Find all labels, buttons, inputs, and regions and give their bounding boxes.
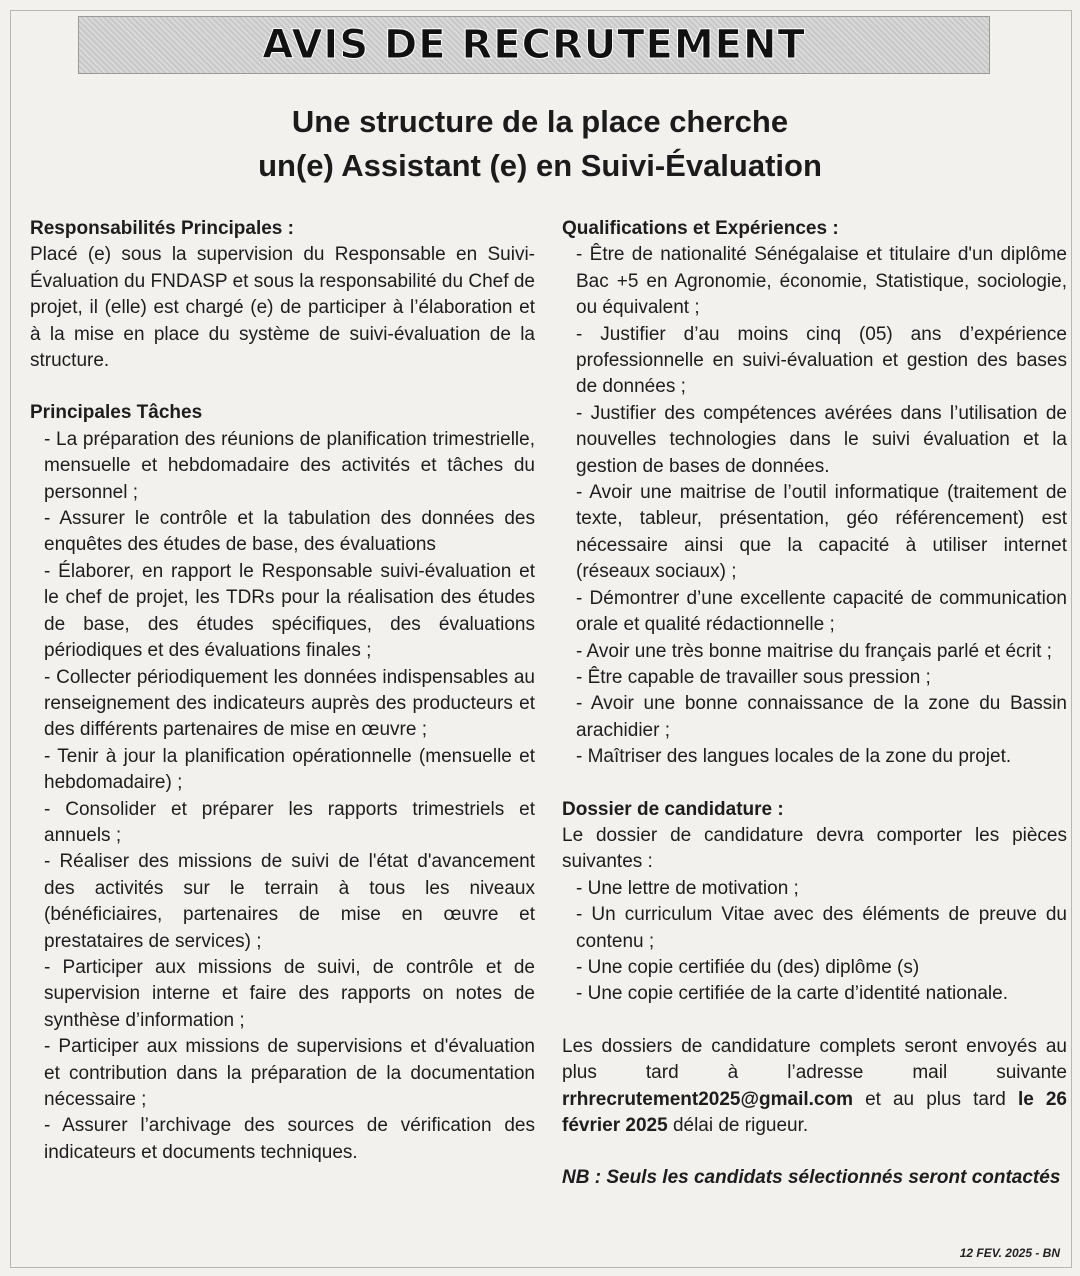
qualification-item: - Maîtriser des langues locales de la zone du projet. [576,746,1012,768]
qualification-item: - Justifier des compétences avérées dans l’utilisation de nouvelles technologies dans le suivi évaluation et la gestion de bases de données. [576,402,1067,477]
tache-item: - Consolider et préparer les rapports trimestriels et annuels ; [44,798,535,846]
subtitle-line1: Une structure de la place cherche [291,104,789,139]
envoi-paragraph [562,1034,1067,1140]
banner-title: AVIS DE RECRUTEMENT [262,22,806,68]
qualification-item: - Justifier d’au moins cinq (05) ans d’expérience professionnelle en suivi-évaluation et gestion des bases de données ; [576,323,1067,398]
qualification-item: - Avoir une très bonne maitrise du français parlé et écrit ; [576,640,1052,662]
dossier-heading: Dossier de candidature : [562,798,784,820]
banner [78,16,990,74]
taches-heading: Principales Tâches [30,402,203,424]
envoi-mid: et au plus tard [865,1088,1006,1110]
dossier-item: - Une copie certifiée de la carte d’identité nationale. [576,983,1008,1005]
tache-item: - Assurer l’archivage des sources de vérification des indicateurs et documents techniques. [44,1115,535,1163]
tache-item: - La préparation des réunions de planification trimestrielle, mensuelle et hebdomadaire des activités et tâches du personnel ; [44,428,535,503]
tache-item: - Participer aux missions de supervisions et d'évaluation et contribution dans la préparation de la documentation nécessaire ; [44,1036,535,1110]
qualification-item: - Démontrer d’une excellente capacité de communication orale et qualité rédactionnelle ; [576,587,1067,636]
nb-note: NB : Seuls les candidats sélectionnés seront contactés [562,1167,1061,1189]
envoi-end: délai de rigueur. [672,1115,809,1136]
qualification-item: - Avoir une maitrise de l’outil informatique (traitement de texte, tableur, présentation, géo référencement) est nécessaire ainsi que la capacité à utiliser internet (réseaux sociaux) ; [576,482,1067,583]
right-column [562,216,1067,1192]
email-address[interactable]: rrhrecrutement2025@gmail.com [562,1088,853,1110]
tache-item: - Élaborer, en rapport le Responsable suivi-évaluation et le chef de projet, les TDRs pour la réalisation des études de base, des études spécifiques, des évaluations périodiques et des évaluations finales ; [44,560,535,662]
dossier-item: - Un curriculum Vitae avec des éléments de preuve du contenu ; [576,904,1067,952]
qualification-item: - Être de nationalité Sénégalaise et titulaire d'un diplôme Bac +5 en Agronomie, économie, Statistique, sociologie, ou équivalent ; [576,244,1067,319]
tache-item: - Réaliser des missions de suivi de l'état d'avancement des activités sur le terrain à tous les niveaux (bénéficiaires, partenaires de mise en œuvre et prestataires de services) ; [44,851,535,952]
left-column [30,216,535,1166]
tache-item: - Assurer le contrôle et la tabulation des données des enquêtes des études de base, des évaluations [44,508,535,556]
tache-item: - Participer aux missions de suivi, de contrôle et de supervision interne et faire des rapports on notes de synthèse d’information ; [44,956,535,1031]
qualifications-heading: Qualifications et Expériences : [562,218,839,239]
footer-date: 12 FEV. 2025 - BN [959,1246,1060,1260]
dossier-item: - Une lettre de motivation ; [576,877,799,899]
dossier-item: - Une copie certifiée du (des) diplôme (s) [576,956,920,978]
qualification-item: - Être capable de travailler sous pression ; [576,666,931,688]
deadline: le 26 février 2025 [562,1088,1067,1136]
tache-item: - Collecter périodiquement les données indispensables au renseignement des indicateurs auprès des producteurs et des différents partenaires de mise en œuvre ; [44,666,535,741]
qualification-item: - Avoir une bonne connaissance de la zone du Bassin arachidier ; [576,693,1067,741]
tache-item: - Tenir à jour la planification opérationnelle (mensuelle et hebdomadaire) ; [44,745,535,794]
responsabilites-heading: Responsabilités Principales : [30,218,294,239]
dossier-intro: Le dossier de candidature devra comporter les pièces suivantes : [562,824,1067,873]
envoi-text: Les dossiers de candidature complets seront envoyés au plus tard à l’adresse mail suivante [562,1035,1067,1084]
subtitle-line2: un(e) Assistant (e) en Suivi-Évaluation [258,148,822,183]
responsabilites-text: Placé (e) sous la supervision du Responsable en Suivi-Évaluation du FNDASP et sous la responsabilité du Chef de projet, il (elle) est chargé (e) de participer à l’élaboration et à la mise en place du système de suivi-évaluation de la structure. [30,244,535,372]
